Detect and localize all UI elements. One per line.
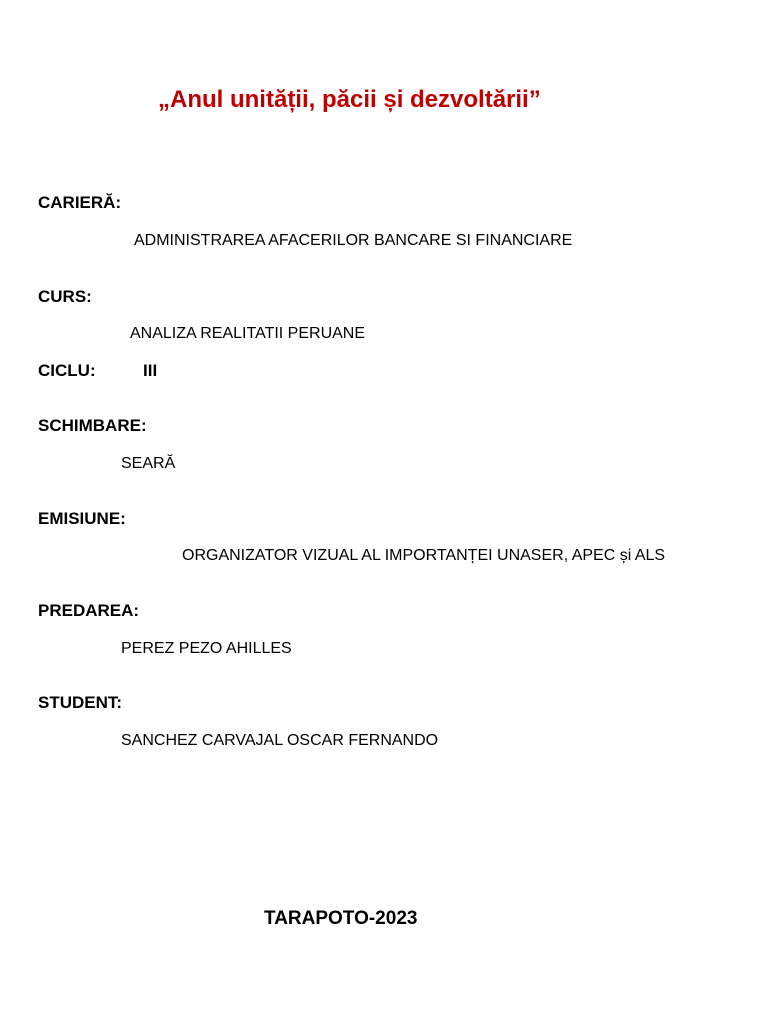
emisiune-value: ORGANIZATOR VIZUAL AL IMPORTANȚEI UNASER, APEC și ALS [182, 547, 666, 564]
predarea-label: PREDAREA: [38, 601, 140, 620]
emisiune-label: EMISIUNE: [38, 509, 126, 528]
schimbare-value: SEARĂ [121, 455, 176, 472]
cariera-value: ADMINISTRAREA AFACERILOR BANCARE SI FINANCIARE [134, 232, 573, 249]
student-label: STUDENT: [38, 693, 123, 712]
predarea-value: PEREZ PEZO AHILLES [121, 640, 292, 657]
cariera-label: CARIERĂ: [38, 193, 122, 212]
curs-value: ANALIZA REALITATII PERUANE [130, 325, 366, 342]
ciclu-value: III [143, 361, 158, 380]
document-title: „Anul unității, păcii și dezvoltării” [158, 86, 541, 113]
ciclu-label: CICLU: [38, 361, 96, 380]
schimbare-label: SCHIMBARE: [38, 416, 147, 435]
student-value: SANCHEZ CARVAJAL OSCAR FERNANDO [121, 732, 439, 749]
footer-location-year: TARAPOTO-2023 [264, 908, 418, 929]
curs-label: CURS: [38, 287, 92, 306]
